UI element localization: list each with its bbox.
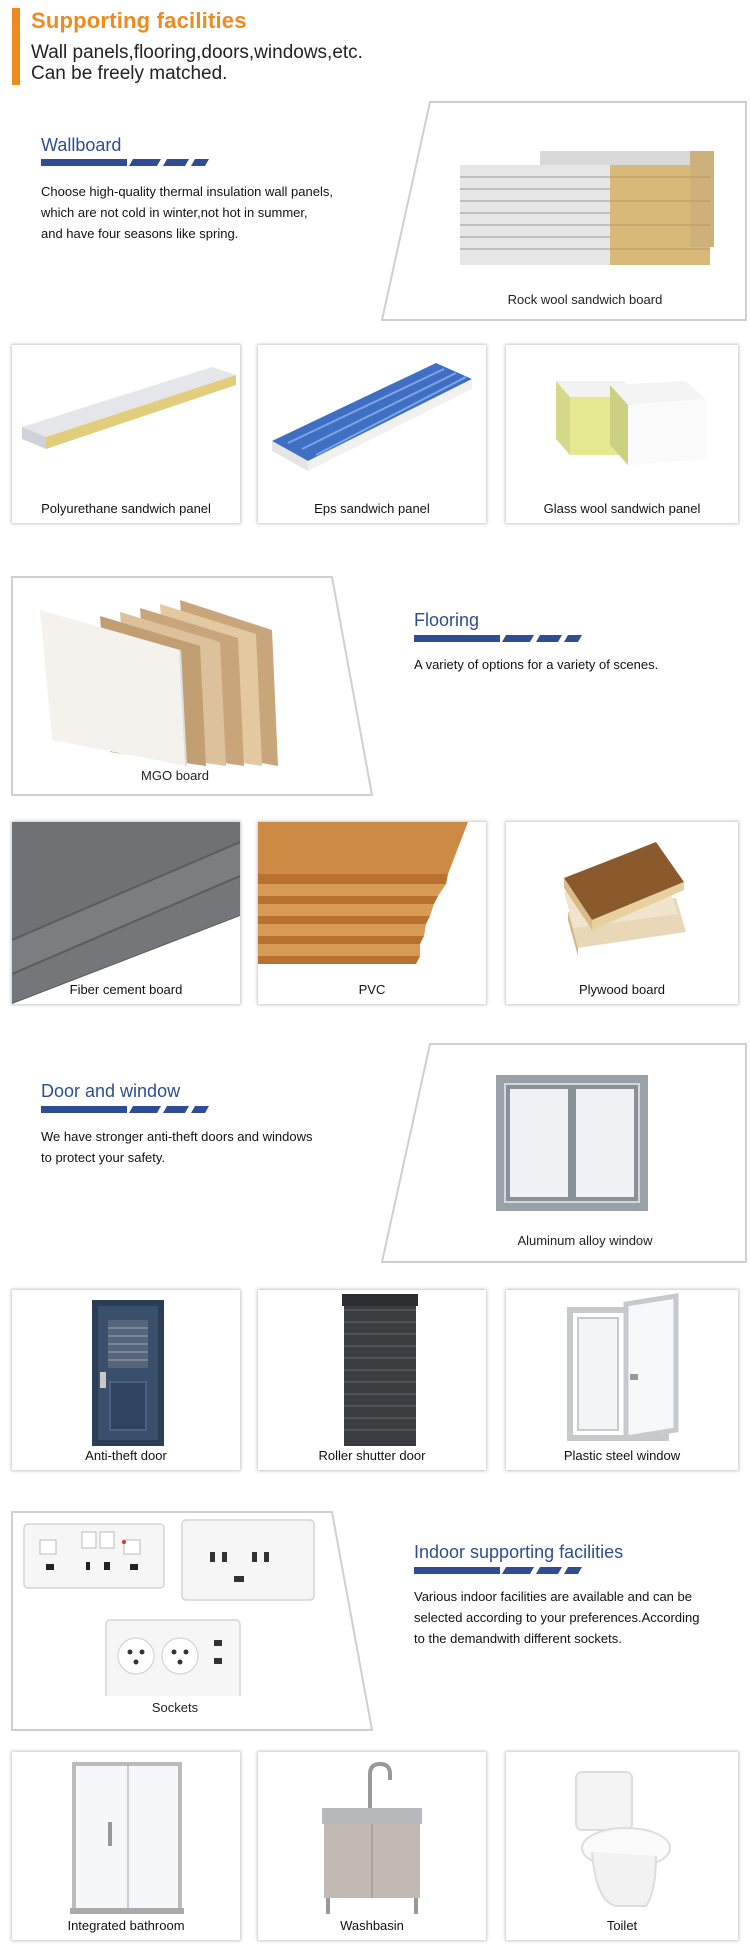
product-caption: PVC xyxy=(358,982,386,997)
door-window-title-stripes xyxy=(41,1106,211,1114)
product-card-eps xyxy=(258,345,486,523)
product-caption: Eps sandwich panel xyxy=(314,501,430,516)
indoor-text-line: selected according to your preferences.According xyxy=(414,1610,700,1625)
wallboard-text-line: and have four seasons like spring. xyxy=(41,226,239,241)
header-subtitle-line-1: Wall panels,flooring,doors,windows,etc. xyxy=(31,42,363,63)
eps-panel-image xyxy=(258,345,486,495)
plastic-steel-window-image xyxy=(506,1290,738,1448)
product-card-polyurethane xyxy=(12,345,240,523)
indoor-text-line: Various indoor facilities are available and can be xyxy=(414,1589,692,1604)
wallboard-text-line: Choose high-quality thermal insulation wall panels, xyxy=(41,184,333,199)
mgo-board-image xyxy=(30,590,310,770)
roller-shutter-image xyxy=(258,1290,486,1448)
product-caption: Anti-theft door xyxy=(85,1448,167,1463)
product-card-anti-theft-door xyxy=(12,1290,240,1470)
wallboard-text-line: which are not cold in winter,not hot in summer, xyxy=(41,205,308,220)
indoor-section-title: Indoor supporting facilities xyxy=(414,1542,624,1562)
door-window-description xyxy=(41,1126,312,1168)
glass-wool-panel-image xyxy=(506,345,738,495)
aluminum-window-caption: Aluminum alloy window xyxy=(517,1233,653,1248)
wallboard-title-stripes xyxy=(41,159,211,167)
flooring-description xyxy=(414,654,658,675)
product-caption: Toilet xyxy=(606,1918,638,1933)
sockets-caption: Sockets xyxy=(151,1700,199,1715)
fiber-cement-image xyxy=(12,822,240,1004)
anti-theft-door-image xyxy=(12,1290,240,1448)
flooring-section-title: Flooring xyxy=(414,610,480,630)
header-subtitle-line-2: Can be freely matched. xyxy=(31,63,228,84)
door-window-text-line: We have stronger anti-theft doors and windows xyxy=(41,1129,313,1144)
flooring-text-line: A variety of options for a variety of scenes. xyxy=(414,657,659,672)
header-accent-bar xyxy=(12,8,20,85)
product-card-glass-wool xyxy=(506,345,738,523)
door-window-section-title: Door and window xyxy=(41,1081,181,1101)
product-caption: Plastic steel window xyxy=(563,1448,681,1463)
product-card-roller-shutter xyxy=(258,1290,486,1470)
product-card-pvc xyxy=(258,822,486,1004)
product-caption: Glass wool sandwich panel xyxy=(543,501,701,516)
toilet-image xyxy=(506,1752,738,1918)
polyurethane-panel-image xyxy=(12,345,240,495)
product-caption: Plywood board xyxy=(579,982,665,997)
product-card-plastic-steel-window xyxy=(506,1290,738,1470)
product-caption: Washbasin xyxy=(340,1918,404,1933)
product-caption: Polyurethane sandwich panel xyxy=(41,501,211,516)
indoor-title-stripes xyxy=(414,1567,584,1575)
product-card-plywood xyxy=(506,822,738,1004)
product-caption: Roller shutter door xyxy=(318,1448,426,1463)
plywood-image xyxy=(506,822,738,1004)
integrated-bathroom-image xyxy=(12,1752,240,1918)
product-card-fiber-cement xyxy=(12,822,240,1004)
flooring-title-stripes xyxy=(414,635,584,643)
mgo-caption: MGO board xyxy=(141,768,209,783)
product-card-toilet xyxy=(506,1752,738,1940)
sockets-image xyxy=(20,1516,320,1696)
rock-wool-board-image xyxy=(440,145,730,285)
product-card-washbasin xyxy=(258,1752,486,1940)
indoor-text-line: to the demandwith different sockets. xyxy=(414,1631,622,1646)
product-card-integrated-bathroom xyxy=(12,1752,240,1940)
indoor-description xyxy=(414,1586,699,1649)
washbasin-image xyxy=(258,1752,486,1918)
wallboard-section-title: Wallboard xyxy=(41,135,122,155)
rock-wool-caption: Rock wool sandwich board xyxy=(507,292,663,307)
door-window-text-line: to protect your safety. xyxy=(41,1150,166,1165)
product-caption: Fiber cement board xyxy=(69,982,183,997)
wallboard-description xyxy=(41,181,333,244)
product-caption: Integrated bathroom xyxy=(67,1918,185,1933)
pvc-image xyxy=(258,822,486,1004)
page-title: Supporting facilities xyxy=(31,8,247,33)
aluminum-window-image xyxy=(494,1073,650,1213)
